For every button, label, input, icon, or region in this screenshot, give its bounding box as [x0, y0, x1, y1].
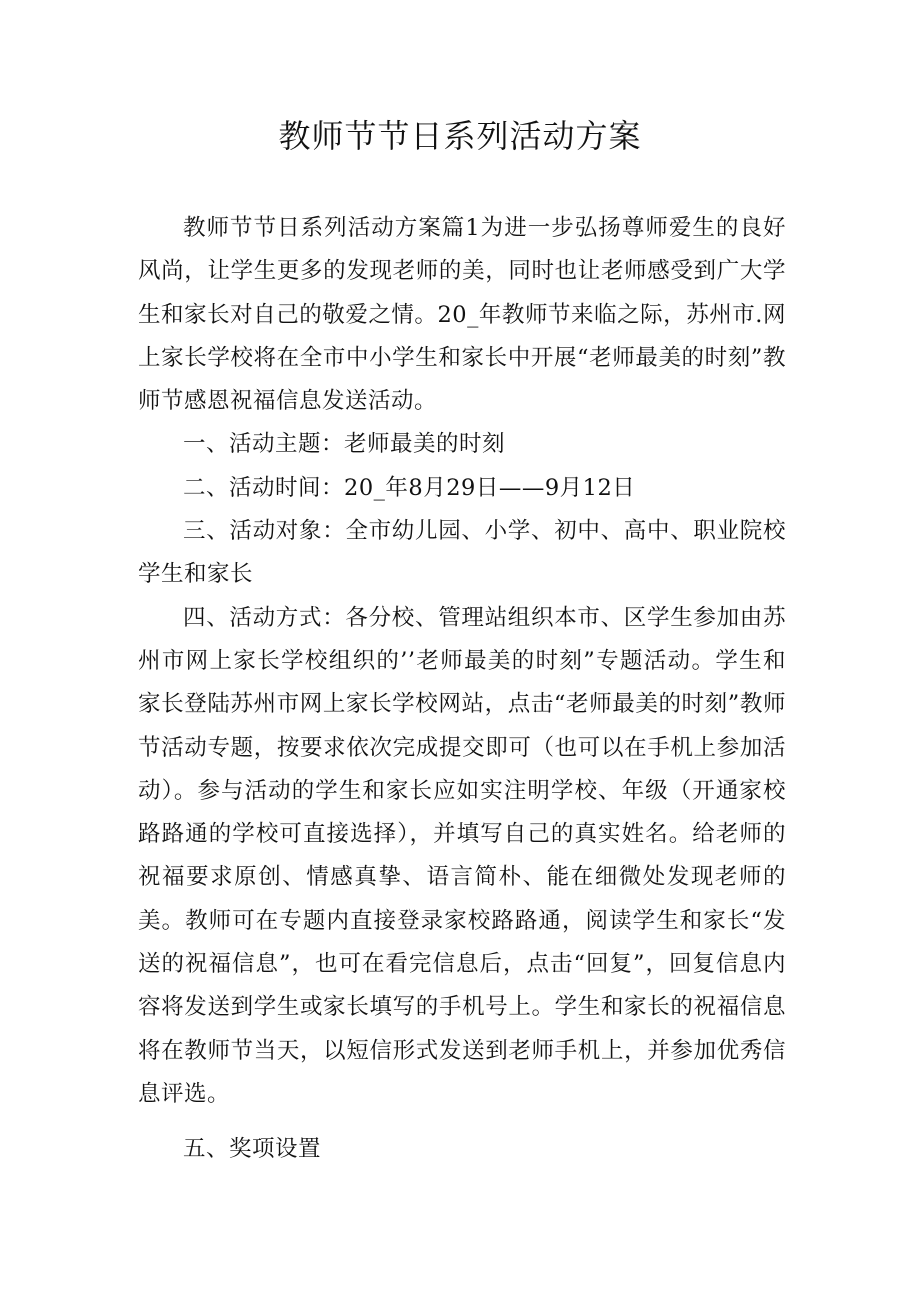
intro-paragraph: 教师节节日系列活动方案篇1为进一步弘扬尊师爱生的良好风尚，让学生更多的发现老师的美，同时也让老师感受到广大学生和家长对自己的敬爱之情。20_年教师节来临之际，苏州市.网上家长学校将在全市中小学生和家长中开展“老师最美的时刻”教师节感恩祝福信息发送活动。	[138, 215, 786, 415]
section-awards: 五、奖项设置	[183, 1136, 322, 1163]
document-title: 教师节节日系列活动方案	[278, 117, 642, 155]
section-method: 四、活动方式：各分校、管理站组织本市、区学生参加由苏州市网上家长学校组织的’’老师最美的时刻”专题活动。学生和家长登陆苏州市网上家长学校网站，点击“老师最美的时刻”教师节活动专题，按要求依次完成提交即可（也可以在手机上参加活动）。参与活动的学生和家长应如实注明学校、年级（开通家校路路通的学校可直接选择），并填写自己的真实姓名。给老师的祝福要求原创、情感真挚、语言简朴、能在细微处发现老师的美。教师可在专题内直接登录家校路路通，阅读学生和家长“发送的祝福信息”，也可在看完信息后，点击“回复”，回复信息内容将发送到学生或家长填写的手机号上。学生和家长的祝福信息将在教师节当天，以短信形式发送到老师手机上，并参加优秀信息评选。	[138, 604, 786, 1107]
section-time: 二、活动时间：20_年8月29日——9月12日	[183, 474, 636, 501]
section-theme: 一、活动主题：老师最美的时刻	[183, 431, 506, 458]
section-target: 三、活动对象：全市幼儿园、小学、初中、高中、职业院校学生和家长	[138, 518, 786, 588]
document-body	[138, 207, 786, 1172]
